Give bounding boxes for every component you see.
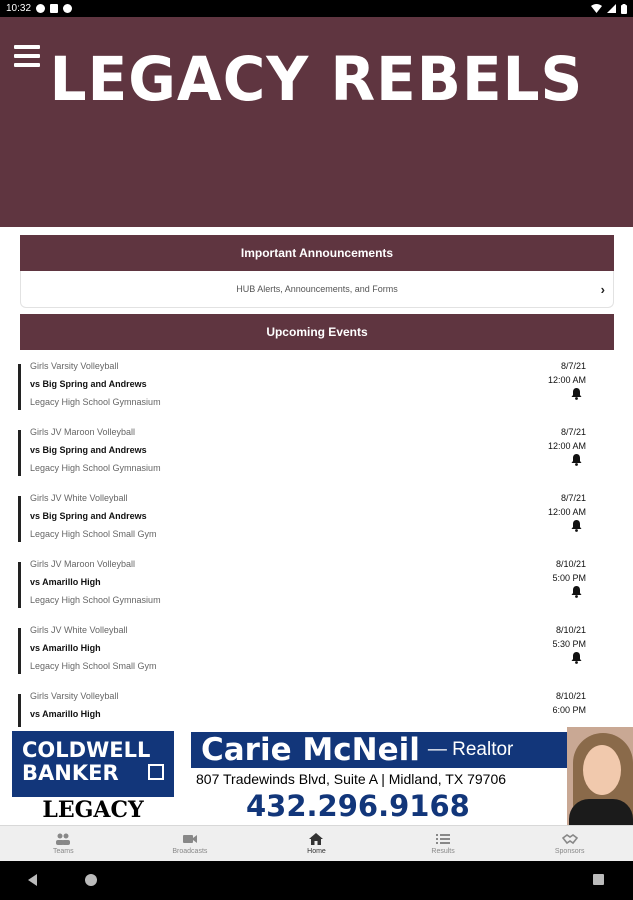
event-location: Legacy High School Small Gym [30,661,157,671]
main-content[interactable] [0,227,633,727]
event-date: 8/10/21 [555,559,586,569]
event-sport: Girls JV White Volleyball [30,625,128,635]
tab-home[interactable] [253,826,380,861]
realtor-photo [567,727,633,825]
bell-icon[interactable] [571,520,582,532]
realtor-phone: 432.296.9168 [246,789,470,823]
tab-results[interactable] [380,826,507,861]
handshake-icon [562,832,578,846]
sponsor-banner[interactable] [0,727,633,825]
event-location: Legacy High School Small Gym [30,529,157,539]
tab-teams[interactable] [0,826,127,861]
bell-icon[interactable] [571,454,582,466]
chevron-right-icon: › [600,282,605,297]
event-accent-bar [18,562,21,608]
coldwell-banker-logo [12,731,174,797]
bell-icon[interactable] [571,652,582,664]
brand-sub: LEGACY [42,797,144,823]
announcements-link-label: HUB Alerts, Announcements, and Forms [236,284,398,294]
home-circle-icon[interactable] [85,874,97,886]
event-sport: Girls JV Maroon Volleyball [30,427,136,437]
realtor-role: — Realtor [427,739,514,760]
tab-label: Sponsors [554,848,585,855]
realtor-address: 807 Tradewinds Blvd, Suite A | Midland, TX 79706 [196,771,507,787]
home-icon [308,832,324,846]
brand-mark-icon [148,764,164,780]
wifi-icon [591,4,602,13]
realtor-name-bar [191,732,567,768]
event-date: 8/7/21 [560,361,586,371]
video-camera-icon [182,832,198,846]
announcements-heading: Important Announcements [20,235,614,271]
event-accent-bar [18,430,21,476]
tab-broadcasts[interactable] [127,826,254,861]
event-location: Legacy High School Gymnasium [30,463,161,473]
event-sport: Girls Varsity Volleyball [30,691,119,701]
announcements-link[interactable] [20,271,614,308]
sim-icon [50,4,58,13]
event-time: 5:30 PM [552,639,586,649]
event-sport: Girls Varsity Volleyball [30,361,119,371]
event-opponent: vs Big Spring and Andrews [30,379,147,389]
app-header [0,17,633,227]
event-opponent: vs Amarillo High [30,643,101,653]
realtor-name: Carie McNeil [201,732,420,768]
event-location: Legacy High School Gymnasium [30,397,161,407]
event-time: 6:00 PM [552,705,586,715]
page-title: LEGACY REBELS [49,43,584,115]
event-date: 8/10/21 [555,691,586,701]
tab-label: Broadcasts [172,848,208,855]
event-opponent: vs Amarillo High [30,577,101,587]
event-time: 12:00 AM [547,507,586,517]
recents-icon[interactable] [593,874,604,885]
tab-label: Teams [52,848,74,855]
status-bar [0,0,633,17]
event-row[interactable] [18,493,614,543]
tab-label: Results [431,848,455,855]
event-time: 12:00 AM [547,375,586,385]
event-row[interactable] [18,427,614,477]
event-accent-bar [18,628,21,674]
events-heading: Upcoming Events [20,314,614,350]
bell-icon[interactable] [571,586,582,598]
event-opponent: vs Amarillo High [30,709,101,719]
teams-icon [55,832,71,846]
event-opponent: vs Big Spring and Andrews [30,445,147,455]
event-time: 5:00 PM [552,573,586,583]
signal-icon [607,4,616,13]
event-opponent: vs Big Spring and Andrews [30,511,147,521]
event-accent-bar [18,364,21,410]
bottom-tab-bar [0,825,633,861]
back-icon[interactable] [28,874,37,886]
brand-line-1: COLDWELL [22,738,151,762]
event-date: 8/7/21 [560,427,586,437]
event-sport: Girls JV Maroon Volleyball [30,559,136,569]
dnd-icon [63,4,72,13]
event-location: Legacy High School Gymnasium [30,595,161,605]
event-row[interactable] [18,625,614,675]
event-sport: Girls JV White Volleyball [30,493,128,503]
event-date: 8/10/21 [555,625,586,635]
tab-sponsors[interactable] [506,826,633,861]
bell-icon[interactable] [571,388,582,400]
brand-line-2: BANKER [22,761,119,785]
battery-icon [621,4,627,14]
event-row[interactable] [18,559,614,609]
event-time: 12:00 AM [547,441,586,451]
tab-label: Home [307,848,326,855]
event-date: 8/7/21 [560,493,586,503]
status-time: 10:32 [6,3,32,14]
list-icon [435,832,451,846]
event-row[interactable] [18,361,614,411]
notification-icon [36,4,45,13]
event-accent-bar [18,694,21,727]
event-row[interactable] [18,691,614,727]
event-accent-bar [18,496,21,542]
system-nav-bar [0,861,633,900]
